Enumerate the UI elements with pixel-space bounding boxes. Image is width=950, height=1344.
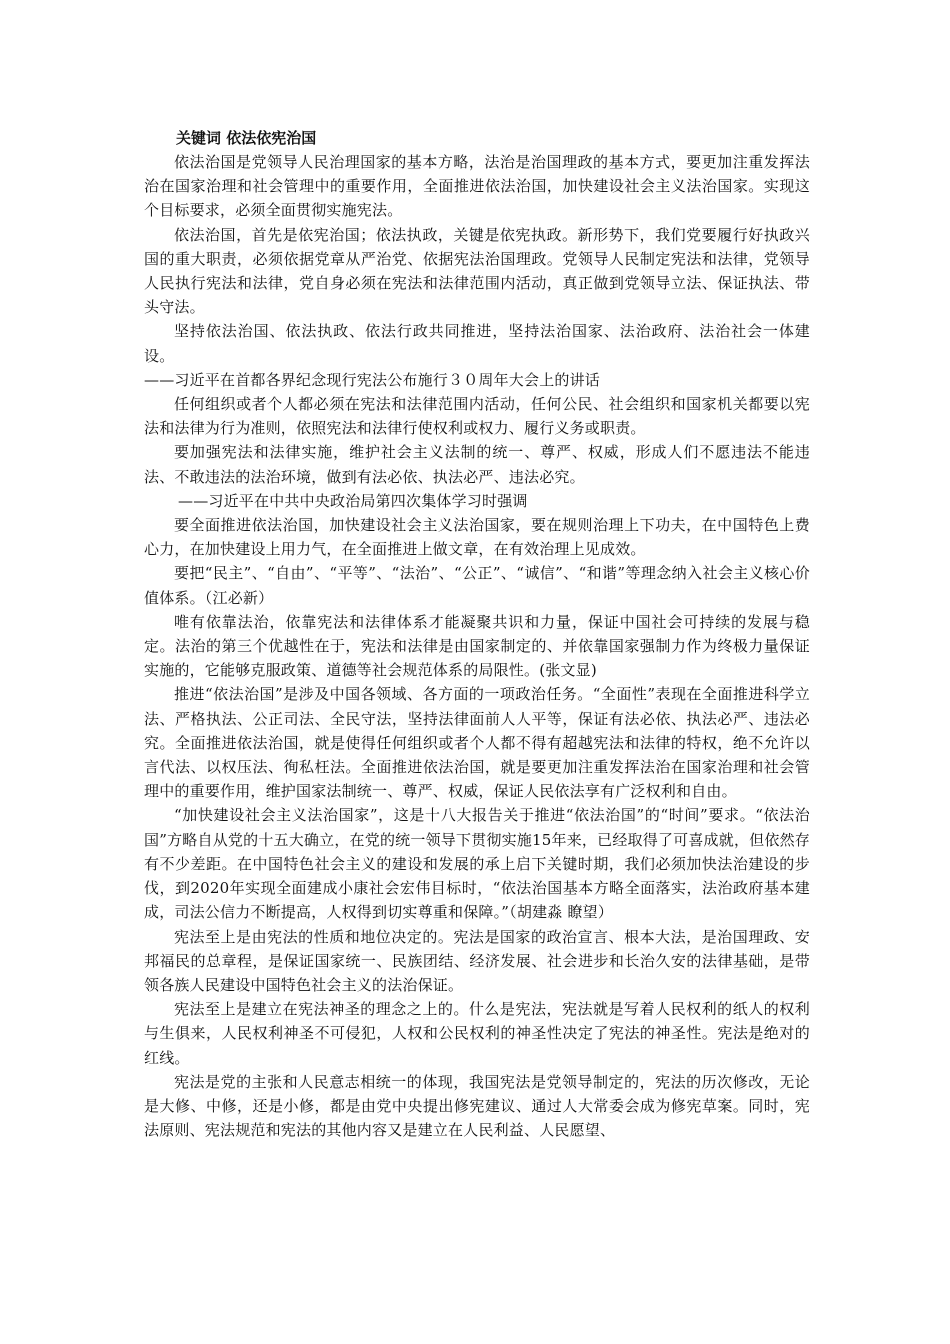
document-title: 关键词 依法依宪治国 xyxy=(176,129,317,147)
paragraph: 要全面推进依法治国，加快建设社会主义法治国家，要在规则治理上下功夫，在中国特色上费心力，在加快建设上用力气，在全面推进上做文章，在有效治理上见成效。 xyxy=(144,516,810,559)
paragraph: 宪法至上是由宪法的性质和地位决定的。宪法是国家的政治宣言、根本大法，是治国理政、安邦福民的总章程，是保证国家统一、民族团结、经济发展、社会进步和长治久安的法律基础，是带领各族人民建设中国特色社会主义的法治保证。 xyxy=(144,927,810,994)
paragraph: 依法治国，首先是依宪治国；依法执政，关键是依宪执政。新形势下，我们党要履行好执政兴国的重大职责，必须依据党章从严治党、依据宪法治国理政。党领导人民制定宪法和法律，党领导人民执行宪法和法律，党自身必须在宪法和法律范围内活动，真正做到党领导立法、保证执法、带头守法。 xyxy=(144,225,810,317)
paragraph: 任何组织或者个人都必须在宪法和法律范围内活动，任何公民、社会组织和国家机关都要以宪法和法律为行为准则，依照宪法和法律行使权利或权力、履行义务或职责。 xyxy=(144,395,810,438)
document-page xyxy=(144,126,810,1142)
paragraph: “加快建设社会主义法治国家”，这是十八大报告关于推进“依法治国”的“时间”要求。“依法治国”方略自从党的十五大确立，在党的统一领导下贯彻实施15年来，已经取得了可喜成就，但依然存有不少差距。在中国特色社会主义的建设和发展的承上启下关键时期，我们必须加快法治建设的步伐，到2020年实现全面建成小康社会宏伟目标时，“依法治国基本方略全面落实，法治政府基本建成，司法公信力不断提高，人权得到切实尊重和保障。”（胡建淼 瞭望） xyxy=(144,806,810,922)
source-attribution: ——习近平在中共中央政治局第四次集体学习时强调 xyxy=(178,491,528,510)
paragraph: 宪法至上是建立在宪法神圣的理念之上的。什么是宪法，宪法就是写着人民权利的纸人的权利与生俱来，人民权利神圣不可侵犯，人权和公民权利的神圣性决定了宪法的神圣性。宪法是绝对的红线。 xyxy=(144,1000,810,1067)
source-attribution: ——习近平在首都各界纪念现行宪法公布施行３０周年大会上的讲话 xyxy=(144,370,601,389)
paragraph: 要把“民主”、“自由”、“平等”、“法治”、“公正”、“诚信”、“和谐”等理念纳入社会主义核心价值体系。（江必新） xyxy=(144,564,810,607)
paragraph: 推进“依法治国”是涉及中国各领域、各方面的一项政治任务。“全面性”表现在全面推进科学立法、严格执法、公正司法、全民守法，坚持法律面前人人平等，保证有法必依、执法必严、违法必究。全面推进依法治国，就是使得任何组织或者个人都不得有超越宪法和法律的特权，绝不允许以言代法、以权压法、徇私枉法。全面推进依法治国，就是要更加注重发挥法治在国家治理和社会管理中的重要作用，维护国家法制统一、尊严、权威，保证人民依法享有广泛权利和自由。 xyxy=(144,685,810,801)
paragraph: 依法治国是党领导人民治理国家的基本方略，法治是治国理政的基本方式，要更加注重发挥法治在国家治理和社会管理中的重要作用，全面推进依法治国，加快建设社会主义法治国家。实现这个目标要求，必须全面贯彻实施宪法。 xyxy=(144,153,810,220)
paragraph: 坚持依法治国、依法执政、依法行政共同推进，坚持法治国家、法治政府、法治社会一体建设。 xyxy=(144,322,810,365)
paragraph: 唯有依靠法治，依靠宪法和法律体系才能凝聚共识和力量，保证中国社会可持续的发展与稳定。法治的第三个优越性在于，宪法和法律是由国家制定的、并依靠国家强制力作为终极力量保证实施的，它能够克服政策、道德等社会规范体系的局限性。(张文显) xyxy=(144,612,810,680)
paragraph: 要加强宪法和法律实施，维护社会主义法制的统一、尊严、权威，形成人们不愿违法不能违法、不敢违法的法治环境，做到有法必依、执法必严、违法必究。 xyxy=(144,443,810,486)
paragraph: 宪法是党的主张和人民意志相统一的体现，我国宪法是党领导制定的，宪法的历次修改，无论是大修、中修，还是小修，都是由党中央提出修宪建议、通过人大常委会成为修宪草案。同时，宪法原则、宪法规范和宪法的其他内容又是建立在人民利益、人民愿望、 xyxy=(144,1072,810,1140)
